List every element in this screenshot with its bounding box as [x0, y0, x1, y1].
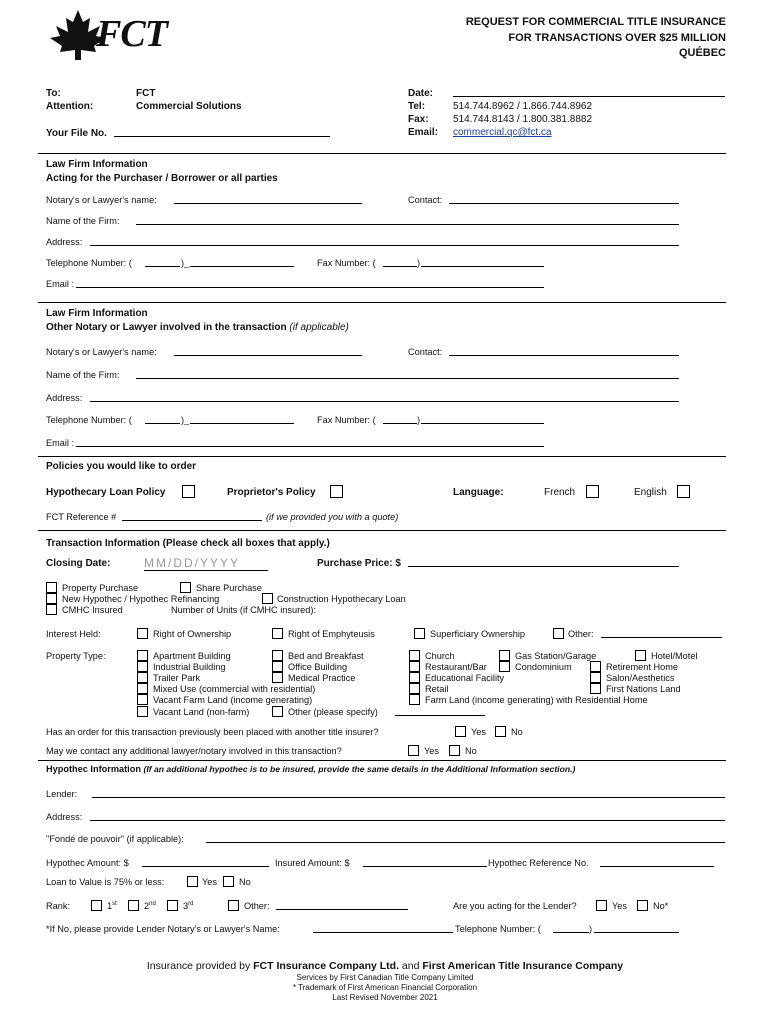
first-nations-label: First Nations Land [606, 684, 681, 694]
fax-area-field[interactable] [383, 414, 417, 424]
if-no-telephone-end: ) [589, 924, 593, 934]
rank-1-checkbox[interactable] [91, 900, 102, 911]
english-label: English [634, 487, 667, 498]
footer-and: and [401, 960, 420, 972]
title-line-3: QUÉBEC [678, 47, 726, 59]
notary-label: Notary's or Lawyer's name: [46, 195, 157, 205]
english-checkbox[interactable] [677, 485, 690, 498]
lender-address-label: Address: [46, 812, 83, 822]
hypothec-reference-field[interactable] [600, 857, 714, 867]
hypothec-heading-text: Hypothec Information [46, 764, 141, 774]
fax-value: 514.744.8143 / 1.800.381.8882 [453, 114, 593, 125]
address-label: Address: [46, 393, 83, 403]
fax-number-label: Fax Number: ( [317, 258, 376, 268]
church-checkbox[interactable] [409, 650, 420, 661]
telephone-area-field[interactable] [145, 257, 180, 267]
rank-other-field[interactable] [276, 900, 408, 910]
email-label: Email: [408, 127, 439, 138]
trailer-park-label: Trailer Park [153, 673, 201, 683]
property-purchase-checkbox[interactable] [46, 582, 57, 593]
if-no-telephone-field[interactable] [594, 923, 679, 933]
hotel-checkbox[interactable] [635, 650, 646, 661]
ltv-no-checkbox[interactable] [223, 876, 234, 887]
type-other-label: Other (please specify) [288, 707, 378, 717]
acting-no-label: No* [653, 901, 669, 911]
contact-question: May we contact any additional lawyer/notary involved in this transaction? [46, 746, 342, 756]
notary-label: Notary's or Lawyer's name: [46, 347, 157, 357]
attention-value: Commercial Solutions [136, 101, 242, 112]
rank-3-sup: rd [188, 901, 194, 907]
rank-2-label [144, 901, 156, 911]
mixed-use-checkbox[interactable] [137, 683, 148, 694]
ltv-no-label: No [239, 877, 251, 887]
tel-value: 514.744.8962 / 1.866.744.8962 [453, 101, 593, 112]
prev-order-no-checkbox[interactable] [495, 726, 506, 737]
rank-other-checkbox[interactable] [228, 900, 239, 911]
lender-label: Lender: [46, 789, 78, 799]
ltv-yes-checkbox[interactable] [187, 876, 198, 887]
date-field[interactable] [453, 87, 725, 97]
ltv-label: Loan to Value is 75% or less: [46, 877, 165, 887]
contact-field[interactable] [449, 346, 679, 356]
purchase-price-label: Purchase Price: $ [317, 558, 401, 569]
vacant-farm-checkbox[interactable] [137, 694, 148, 705]
mixed-use-label: Mixed Use (commercial with residential) [153, 684, 316, 694]
prev-order-no-label: No [511, 727, 523, 737]
telephone-field[interactable] [190, 257, 294, 267]
telephone-field[interactable] [190, 414, 294, 424]
footer-fct-company: FCT Insurance Company Ltd. [253, 960, 399, 972]
emphyteusis-label: Right of Emphyteusis [288, 629, 375, 639]
policies-heading: Policies you would like to order [46, 461, 197, 472]
lender-address-field[interactable] [90, 811, 725, 821]
firm-label: Name of the Firm: [46, 370, 120, 380]
firm-label: Name of the Firm: [46, 216, 120, 226]
date-label: Date: [408, 88, 434, 99]
address-field[interactable] [90, 236, 679, 246]
contact-label: Contact: [408, 347, 443, 357]
divider [38, 456, 726, 457]
subheading-note: (if applicable) [289, 322, 349, 333]
address-field[interactable] [90, 392, 679, 402]
industrial-label: Industrial Building [153, 662, 226, 672]
page-title [466, 15, 726, 62]
telephone-label: Telephone Number: ( [46, 415, 132, 425]
fax-label: Fax: [408, 114, 429, 125]
acting-question: Are you acting for the Lender? [453, 901, 577, 911]
apartment-label: Apartment Building [153, 651, 231, 661]
fct-reference-note: (if we provided you with a quote) [266, 512, 399, 522]
divider [38, 760, 726, 761]
file-no-label: Your File No. [46, 128, 107, 139]
lender-notary-field[interactable] [313, 923, 453, 933]
construction-label: Construction Hypothecary Loan [277, 594, 406, 604]
condominium-checkbox[interactable] [499, 661, 510, 672]
interest-other-checkbox[interactable] [553, 628, 564, 639]
contact-label: Contact: [408, 195, 443, 205]
share-purchase-checkbox[interactable] [180, 582, 191, 593]
email-link[interactable]: commercial.qc@fct.ca [453, 127, 552, 138]
acting-yes-checkbox[interactable] [596, 900, 607, 911]
to-label: To: [46, 88, 61, 99]
email-field-label: Email : [46, 438, 75, 448]
purchase-price-field[interactable] [408, 557, 679, 567]
footer-services: Services by First Canadian Title Company Limited [296, 973, 474, 982]
divider [38, 153, 726, 154]
fax-mid: ) [417, 415, 421, 425]
type-other-checkbox[interactable] [272, 706, 283, 717]
law-firm-1-heading: Law Firm Information [46, 159, 148, 170]
retail-checkbox[interactable] [409, 683, 420, 694]
prev-order-yes-label: Yes [471, 727, 486, 737]
lender-field[interactable] [92, 788, 725, 798]
apartment-checkbox[interactable] [137, 650, 148, 661]
interest-other-field[interactable] [601, 628, 722, 638]
rank-1-label [107, 901, 117, 911]
law-firm-1-subheading: Acting for the Purchaser / Borrower or all parties [46, 173, 278, 184]
rank-2-sup: nd [149, 901, 156, 907]
fonde-label: "Fondé de pouvoir" (if applicable): [46, 834, 184, 844]
vacant-land-checkbox[interactable] [137, 706, 148, 717]
file-no-field[interactable] [114, 127, 330, 137]
fax-number-field[interactable] [421, 257, 544, 267]
new-hypothec-label: New Hypothec / Hypothec Refinancing [62, 594, 220, 604]
telephone-area-field[interactable] [145, 414, 180, 424]
notary-field[interactable] [174, 194, 362, 204]
construction-checkbox[interactable] [262, 593, 273, 604]
office-checkbox[interactable] [272, 661, 283, 672]
law-firm-2-heading: Law Firm Information [46, 308, 148, 319]
medical-label: Medical Practice [288, 673, 356, 683]
hypothecary-policy-label: Hypothecary Loan Policy [46, 487, 166, 498]
contact-no-checkbox[interactable] [449, 745, 460, 756]
attention-label: Attention: [46, 101, 94, 112]
transaction-heading: Transaction Information (Please check all boxes that apply.) [46, 538, 330, 549]
office-label: Office Building [288, 662, 348, 672]
telephone-mid: )_ [181, 258, 190, 268]
email-field[interactable] [76, 278, 544, 288]
footer-fa-company: First American Title Insurance Company [422, 960, 624, 972]
rank-1-num: 1 [107, 901, 113, 912]
hypothecary-policy-checkbox[interactable] [182, 485, 195, 498]
proprietor-policy-label: Proprietor's Policy [227, 487, 316, 498]
cmhc-checkbox[interactable] [46, 604, 57, 615]
units-label: Number of Units (if CMHC insured): [171, 605, 316, 615]
bed-breakfast-checkbox[interactable] [272, 650, 283, 661]
divider [38, 302, 726, 303]
contact-no-label: No [465, 746, 477, 756]
right-of-ownership-checkbox[interactable] [137, 628, 148, 639]
rank-label: Rank: [46, 901, 71, 911]
educational-label: Educational Facility [425, 673, 505, 683]
title-line-2: FOR TRANSACTIONS OVER $25 MILLION [508, 31, 726, 44]
closing-date-label: Closing Date: [46, 558, 111, 569]
salon-label: Salon/Aesthetics [606, 673, 675, 683]
notary-field[interactable] [174, 346, 362, 356]
email-field-label: Email : [46, 279, 75, 289]
proprietor-policy-checkbox[interactable] [330, 485, 343, 498]
rank-2-num: 2 [144, 901, 150, 912]
vacant-land-label: Vacant Land (non-farm) [153, 707, 250, 717]
if-no-label: *If No, please provide Lender Notary's or Lawyer's Name: [46, 924, 280, 934]
ltv-yes-label: Yes [202, 877, 217, 887]
hypothec-reference-label: Hypothec Reference No. [488, 858, 589, 868]
interest-held-label: Interest Held: [46, 629, 101, 639]
insured-amount-field[interactable] [363, 857, 487, 867]
fct-logo [48, 8, 198, 60]
property-type-label: Property Type: [46, 651, 106, 661]
hypothec-heading [46, 764, 575, 774]
hotel-label: Hotel/Motel [651, 651, 698, 661]
acting-no-checkbox[interactable] [637, 900, 648, 911]
trailer-park-checkbox[interactable] [137, 672, 148, 683]
condominium-label: Condominium [515, 662, 572, 672]
title-line-1: REQUEST FOR COMMERCIAL TITLE INSURANCE [465, 16, 726, 28]
rank-3-num: 3 [183, 901, 189, 912]
educational-checkbox[interactable] [409, 672, 420, 683]
tel-label: Tel: [408, 101, 426, 112]
insured-amount-label: Insured Amount: $ [275, 858, 350, 868]
property-purchase-label: Property Purchase [62, 583, 139, 593]
gas-station-label: Gas Station/Garage [515, 651, 597, 661]
right-of-ownership-label: Right of Ownership [153, 629, 232, 639]
contact-yes-checkbox[interactable] [408, 745, 419, 756]
law-firm-2-subheading [46, 322, 349, 333]
vacant-farm-label: Vacant Farm Land (income generating) [153, 695, 313, 705]
footer-provided-by [0, 960, 770, 972]
retirement-label: Retirement Home [606, 662, 678, 672]
rank-2-checkbox[interactable] [128, 900, 139, 911]
firm-field[interactable] [136, 369, 679, 379]
farm-land-residential-label: Farm Land (income generating) with Residential Home [425, 695, 648, 705]
share-purchase-label: Share Purchase [196, 583, 262, 593]
fax-number-label: Fax Number: ( [317, 415, 376, 425]
rank-1-sup: st [112, 901, 117, 907]
firm-field[interactable] [136, 215, 679, 225]
contact-field[interactable] [449, 194, 679, 204]
cmhc-label: CMHC Insured [62, 605, 123, 615]
address-label: Address: [46, 237, 83, 247]
fax-area-field[interactable] [383, 257, 417, 267]
if-no-telephone-area[interactable] [553, 923, 589, 933]
medical-checkbox[interactable] [272, 672, 283, 683]
farm-land-residential-checkbox[interactable] [409, 694, 420, 705]
superficiary-checkbox[interactable] [414, 628, 425, 639]
restaurant-checkbox[interactable] [409, 661, 420, 672]
salon-checkbox[interactable] [590, 672, 601, 683]
fax-number-field[interactable] [421, 414, 544, 424]
footer-provided-text: Insurance provided by [146, 960, 251, 972]
footer-revised: Last Revised November 2021 [332, 993, 438, 1002]
acting-yes-label: Yes [612, 901, 627, 911]
if-no-telephone-label: Telephone Number: ( [455, 924, 541, 934]
to-value: FCT [136, 88, 156, 99]
rank-other-label: Other: [244, 901, 270, 911]
language-label: Language: [453, 487, 504, 498]
french-checkbox[interactable] [586, 485, 599, 498]
interest-other-label: Other: [568, 629, 594, 639]
fax-mid: ) [417, 258, 421, 268]
divider [38, 530, 726, 531]
church-label: Church [425, 651, 455, 661]
emphyteusis-checkbox[interactable] [272, 628, 283, 639]
telephone-mid: )_ [181, 415, 190, 425]
bed-breakfast-label: Bed and Breakfast [288, 651, 364, 661]
new-hypothec-checkbox[interactable] [46, 593, 57, 604]
closing-date-field[interactable]: MM/DD/YYYY [144, 556, 268, 571]
industrial-checkbox[interactable] [137, 661, 148, 672]
type-other-field[interactable] [395, 706, 485, 716]
superficiary-label: Superficiary Ownership [430, 629, 525, 639]
logo-text: FCT [96, 13, 167, 55]
fct-reference-label: FCT Reference # [46, 512, 117, 522]
telephone-label: Telephone Number: ( [46, 258, 132, 268]
email-field[interactable] [76, 437, 544, 447]
footer-trademark: * Trademark of First American Financial Corporation [292, 983, 478, 992]
rank-3-checkbox[interactable] [167, 900, 178, 911]
subheading-text: Other Notary or Lawyer involved in the transaction [46, 322, 287, 333]
hypothec-amount-field[interactable] [142, 857, 269, 867]
prev-order-question: Has an order for this transaction previously been placed with another title insurer? [46, 727, 379, 737]
fonde-field[interactable] [206, 833, 725, 843]
hypothec-amount-label: Hypothec Amount: $ [46, 858, 129, 868]
french-label: French [544, 487, 576, 498]
retirement-checkbox[interactable] [590, 661, 601, 672]
contact-yes-label: Yes [424, 746, 439, 756]
restaurant-label: Restaurant/Bar [425, 662, 487, 672]
retail-label: Retail [425, 684, 449, 694]
rank-3-label [183, 901, 193, 911]
fct-reference-field[interactable] [122, 511, 262, 521]
gas-station-checkbox[interactable] [499, 650, 510, 661]
hypothec-heading-note: (If an additional hypothec is to be insured, provide the same details in the Additional Information section.) [143, 764, 576, 774]
first-nations-checkbox[interactable] [590, 683, 601, 694]
prev-order-yes-checkbox[interactable] [455, 726, 466, 737]
